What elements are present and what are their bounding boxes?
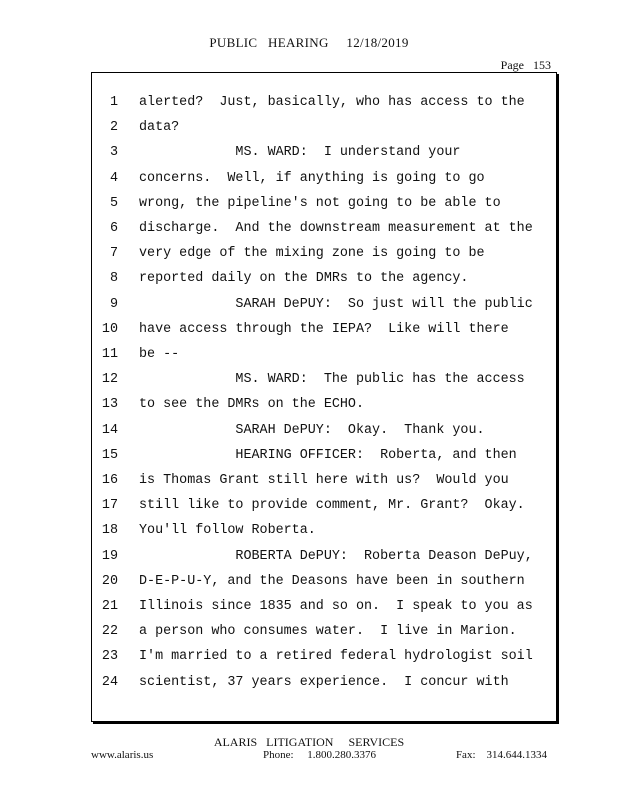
line-number: 6	[109, 221, 118, 236]
page-header-title	[0, 35, 618, 51]
line-number: 7	[109, 246, 118, 262]
page-label: Page	[500, 58, 524, 72]
line-number: 20	[101, 573, 118, 589]
transcript-box	[91, 72, 557, 722]
line-number: 21	[101, 599, 118, 614]
line-text: scientist, 37 years experience. I concur with	[139, 674, 509, 690]
line-text: You'll follow Roberta.	[139, 523, 316, 539]
header-title-text: PUBLIC HEARING 12/18/2019	[209, 35, 409, 50]
line-number: 15	[101, 447, 118, 463]
line-text: MS. WARD: I understand your	[139, 145, 461, 161]
line-text: reported daily on the DMRs to the agency.	[139, 271, 469, 287]
line-number: 11	[101, 347, 118, 362]
line-number: 9	[109, 296, 118, 312]
line-number: 12	[101, 372, 118, 388]
line-number: 1	[109, 95, 118, 110]
line-text: alerted? Just, basically, who has access to the	[139, 95, 525, 110]
line-number: 17	[101, 498, 118, 514]
line-number: 16	[101, 473, 118, 488]
line-number: 2	[109, 120, 118, 136]
line-number: 10	[101, 321, 118, 337]
line-text: is Thomas Grant still here with us? Would you	[139, 473, 509, 488]
line-text: still like to provide comment, Mr. Grant? Okay.	[139, 498, 525, 514]
line-text: a person who consumes water. I live in Marion.	[139, 624, 517, 640]
line-number: 18	[101, 523, 118, 539]
line-text: have access through the IEPA? Like will there	[139, 321, 509, 337]
line-number: 22	[101, 624, 118, 640]
line-text: data?	[139, 120, 180, 136]
line-text: I'm married to a retired federal hydrologist soil	[139, 649, 533, 665]
line-text: HEARING OFFICER: Roberta, and then	[139, 447, 517, 463]
footer-fax: Fax: 314.644.1334	[455, 749, 547, 761]
footer-website: www.alaris.us	[91, 749, 154, 761]
line-number: 19	[101, 548, 118, 564]
line-text: wrong, the pipeline's not going to be able to	[139, 195, 501, 211]
line-text: discharge. And the downstream measurement at the	[139, 221, 533, 236]
line-text: Illinois since 1835 and so on. I speak to you as	[139, 599, 533, 614]
line-text: MS. WARD: The public has the access	[139, 372, 525, 388]
line-number: 5	[109, 195, 118, 211]
line-text: to see the DMRs on the ECHO.	[139, 397, 364, 413]
line-text: SARAH DePUY: Okay. Thank you.	[139, 422, 485, 438]
line-text: very edge of the mixing zone is going to be	[139, 246, 485, 262]
line-number: 3	[109, 145, 118, 161]
line-text: SARAH DePUY: So just will the public	[139, 296, 533, 312]
line-number: 14	[101, 422, 118, 438]
page-number-value: 153	[533, 58, 551, 72]
line-text: be --	[139, 347, 180, 362]
line-number: 24	[101, 674, 118, 690]
line-number: 13	[101, 397, 118, 413]
footer-phone: Phone: 1.800.280.3376	[263, 749, 377, 761]
line-text: ROBERTA DePUY: Roberta Deason DePuy,	[139, 548, 533, 564]
line-number: 23	[101, 649, 118, 665]
footer-company-name: ALARIS LITIGATION SERVICES	[213, 735, 405, 749]
line-number: 8	[109, 271, 118, 287]
page-number	[501, 58, 551, 73]
line-number: 4	[109, 170, 118, 186]
line-text: D-E-P-U-Y, and the Deasons have been in southern	[139, 573, 525, 589]
line-text: concerns. Well, if anything is going to go	[139, 170, 485, 186]
